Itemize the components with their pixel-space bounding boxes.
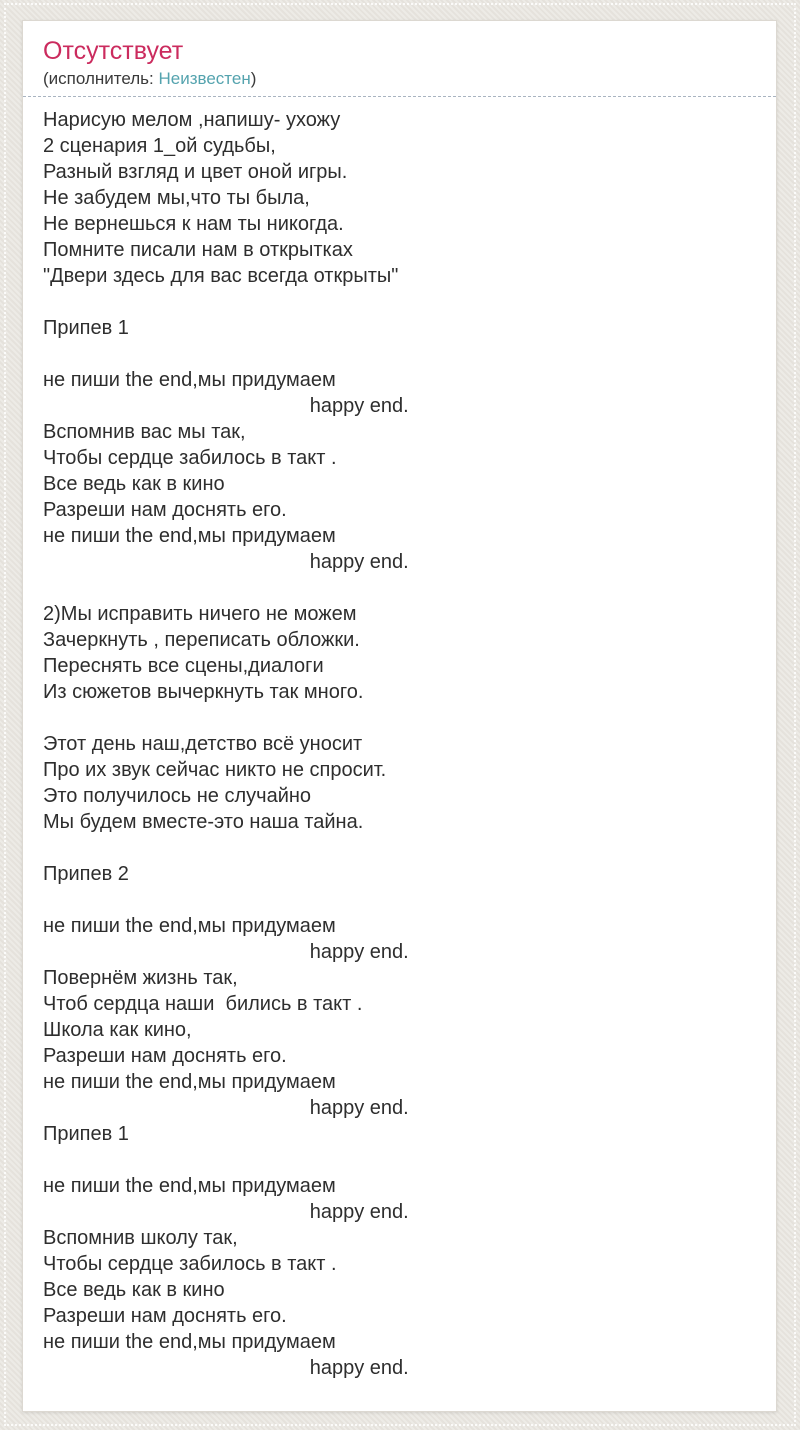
lyric-line: Вспомнив школу так, (43, 1227, 238, 1249)
song-header (23, 21, 776, 97)
lyric-line: Разреши нам доснять его. (43, 1045, 287, 1067)
lyric-line: Чтобы сердце забилось в такт . (43, 447, 337, 469)
lyric-line (43, 835, 756, 861)
lyric-line: Зачеркнуть , переписать обложки. (43, 629, 360, 651)
lyric-line: happy end. (43, 1201, 409, 1223)
lyric-line: Разный взгляд и цвет оной игры. (43, 161, 348, 183)
lyric-line: не пиши the end,мы придумаем (43, 915, 336, 937)
lyric-line (43, 1147, 756, 1173)
lyric-line: Из сюжетов вычеркнуть так много. (43, 681, 364, 703)
lyric-line: Переснять все сцены,диалоги (43, 655, 324, 677)
song-title-link[interactable]: Отсутствует (43, 37, 184, 65)
lyric-line: 2 сценария 1_ой судьбы, (43, 135, 276, 157)
lyric-line: Разреши нам доснять его. (43, 499, 287, 521)
lyric-line: "Двери здесь для вас всегда открыты" (43, 265, 399, 287)
lyrics-card (22, 20, 777, 1412)
lyric-line: Припев 2 (43, 863, 129, 885)
lyric-line: Повернём жизнь так, (43, 967, 238, 989)
lyric-line: Нарисую мелом ,напишу- ухожу (43, 109, 341, 131)
lyric-line: Про их звук сейчас никто не спросит. (43, 759, 387, 781)
lyric-line (43, 289, 756, 315)
artist-link[interactable]: Неизвестен (158, 69, 251, 88)
lyric-line: не пиши the end,мы придумаем (43, 525, 336, 547)
lyric-line: не пиши the end,мы придумаем (43, 1175, 336, 1197)
lyric-line: не пиши the end,мы придумаем (43, 1331, 336, 1353)
lyric-line: Чтобы сердце забилось в такт . (43, 1253, 337, 1275)
lyric-line (43, 341, 756, 367)
lyric-line: happy end. (43, 941, 409, 963)
lyric-line: happy end. (43, 1357, 409, 1379)
lyric-line: не пиши the end,мы придумаем (43, 1071, 336, 1093)
lyric-line (43, 705, 756, 731)
lyric-line: Не забудем мы,что ты была, (43, 187, 310, 209)
lyric-line: happy end. (43, 1097, 409, 1119)
lyric-line: Не вернешься к нам ты никогда. (43, 213, 344, 235)
artist-label-prefix: (исполнитель: (43, 69, 159, 88)
lyric-line: Мы будем вместе-это наша тайна. (43, 811, 364, 833)
lyric-line: happy end. (43, 395, 409, 417)
lyrics-text (23, 97, 776, 1411)
lyric-line (43, 887, 756, 913)
lyric-line: не пиши the end,мы придумаем (43, 369, 336, 391)
lyric-line: Школа как кино, (43, 1019, 192, 1041)
lyric-line: Припев 1 (43, 317, 129, 339)
lyric-line: 2)Мы исправить ничего не можем (43, 603, 357, 625)
lyric-line: Припев 1 (43, 1123, 129, 1145)
lyric-line: Этот день наш,детство всё уносит (43, 733, 363, 755)
lyric-line: Разреши нам доснять его. (43, 1305, 287, 1327)
lyric-line: happy end. (43, 551, 409, 573)
lyric-line: Все ведь как в кино (43, 1279, 225, 1301)
lyric-line: Чтоб сердца наши бились в такт . (43, 993, 363, 1015)
lyric-line (43, 575, 756, 601)
lyric-line: Помните писали нам в открытках (43, 239, 353, 261)
lyric-line: Все ведь как в кино (43, 473, 225, 495)
artist-label-suffix: ) (250, 69, 257, 88)
lyric-line: Это получилось не случайно (43, 785, 312, 807)
artist-line (43, 68, 756, 89)
lyric-line: Вспомнив вас мы так, (43, 421, 246, 443)
